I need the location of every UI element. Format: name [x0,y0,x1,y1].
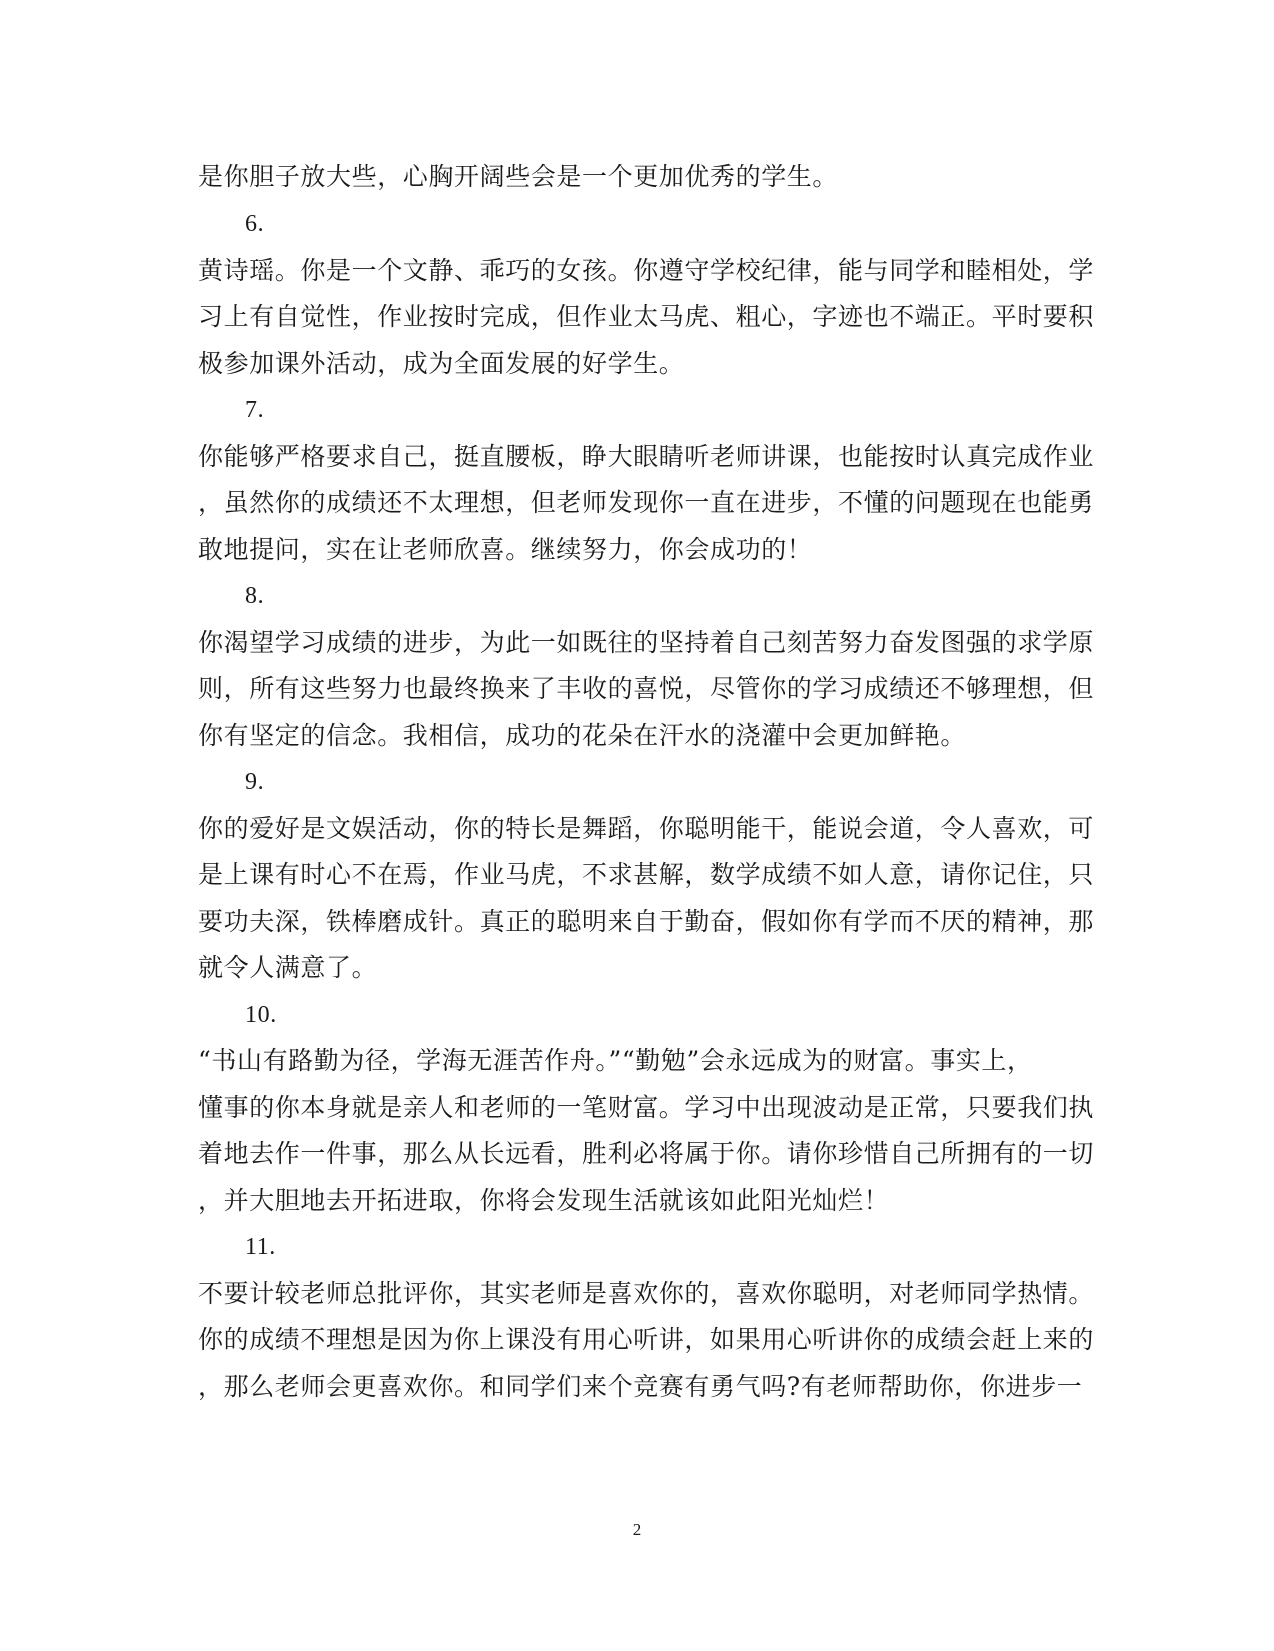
text-line: 你的爱好是文娱活动，你的特长是舞蹈，你聪明能干，能说会道，令人喜欢，可 [198,814,1095,843]
text-line: 你有坚定的信念。我相信，成功的花朵在汗水的浇灌中会更加鲜艳。 [198,721,967,750]
text-line: 则，所有这些努力也最终换来了丰收的喜悦，尽管你的学习成绩还不够理想，但 [198,674,1095,703]
text-line: 你能够严格要求自己，挺直腰板，睁大眼睛听老师讲课，也能按时认真完成作业 [198,442,1095,471]
text-line: ，并大胆地去开拓进取，你将会发现生活就该如此阳光灿烂！ [198,1186,890,1215]
item-number: 7. [245,397,265,423]
text-line: 是你胆子放大些，心胸开阔些会是一个更加优秀的学生。 [198,162,839,191]
item-number: 9. [245,769,265,795]
text-line: 懂事的你本身就是亲人和老师的一笔财富。学习中出现波动是正常，只要我们执 [198,1093,1095,1122]
text-line: ，那么老师会更喜欢你。和同学们来个竞赛有勇气吗?有老师帮助你，你进步一 [198,1372,1083,1401]
item-number: 8. [245,583,265,609]
text-line: 你渴望学习成绩的进步，为此一如既往的坚持着自己刻苦努力奋发图强的求学原 [198,628,1095,657]
text-line: “书山有路勤为径，学海无涯苦作舟。”“勤勉”会永远成为的财富。事实上， [198,1046,1033,1075]
text-line: 黄诗瑶。你是一个文静、乖巧的女孩。你遵守学校纪律，能与同学和睦相处，学 [198,256,1095,285]
text-line: 敢地提问，实在让老师欣喜。继续努力，你会成功的！ [198,535,813,564]
text-line: 习上有自觉性，作业按时完成，但作业太马虎、粗心，字迹也不端正。平时要积 [198,302,1095,331]
text-line: 着地去作一件事，那么从长远看，胜利必将属于你。请你珍惜自己所拥有的一切 [198,1139,1095,1168]
page-number: 2 [632,1520,642,1539]
text-line: 不要计较老师总批评你，其实老师是喜欢你的，喜欢你聪明，对老师同学热情。 [198,1279,1095,1308]
text-line: 是上课有时心不在焉，作业马虎，不求甚解，数学成绩不如人意，请你记住，只 [198,860,1095,889]
text-line: 你的成绩不理想是因为你上课没有用心听讲，如果用心听讲你的成绩会赶上来的 [198,1325,1095,1354]
text-line: 极参加课外活动，成为全面发展的好学生。 [198,349,685,378]
item-number: 10. [245,1002,277,1028]
text-line: ，虽然你的成绩还不太理想，但老师发现你一直在进步，不懂的问题现在也能勇 [198,488,1095,517]
text-line: 就令人满意了。 [198,953,378,982]
item-number: 6. [245,211,265,237]
text-line: 要功夫深，铁棒磨成针。真正的聪明来自于勤奋，假如你有学而不厌的精神，那 [198,907,1095,936]
item-number: 11. [245,1234,276,1260]
